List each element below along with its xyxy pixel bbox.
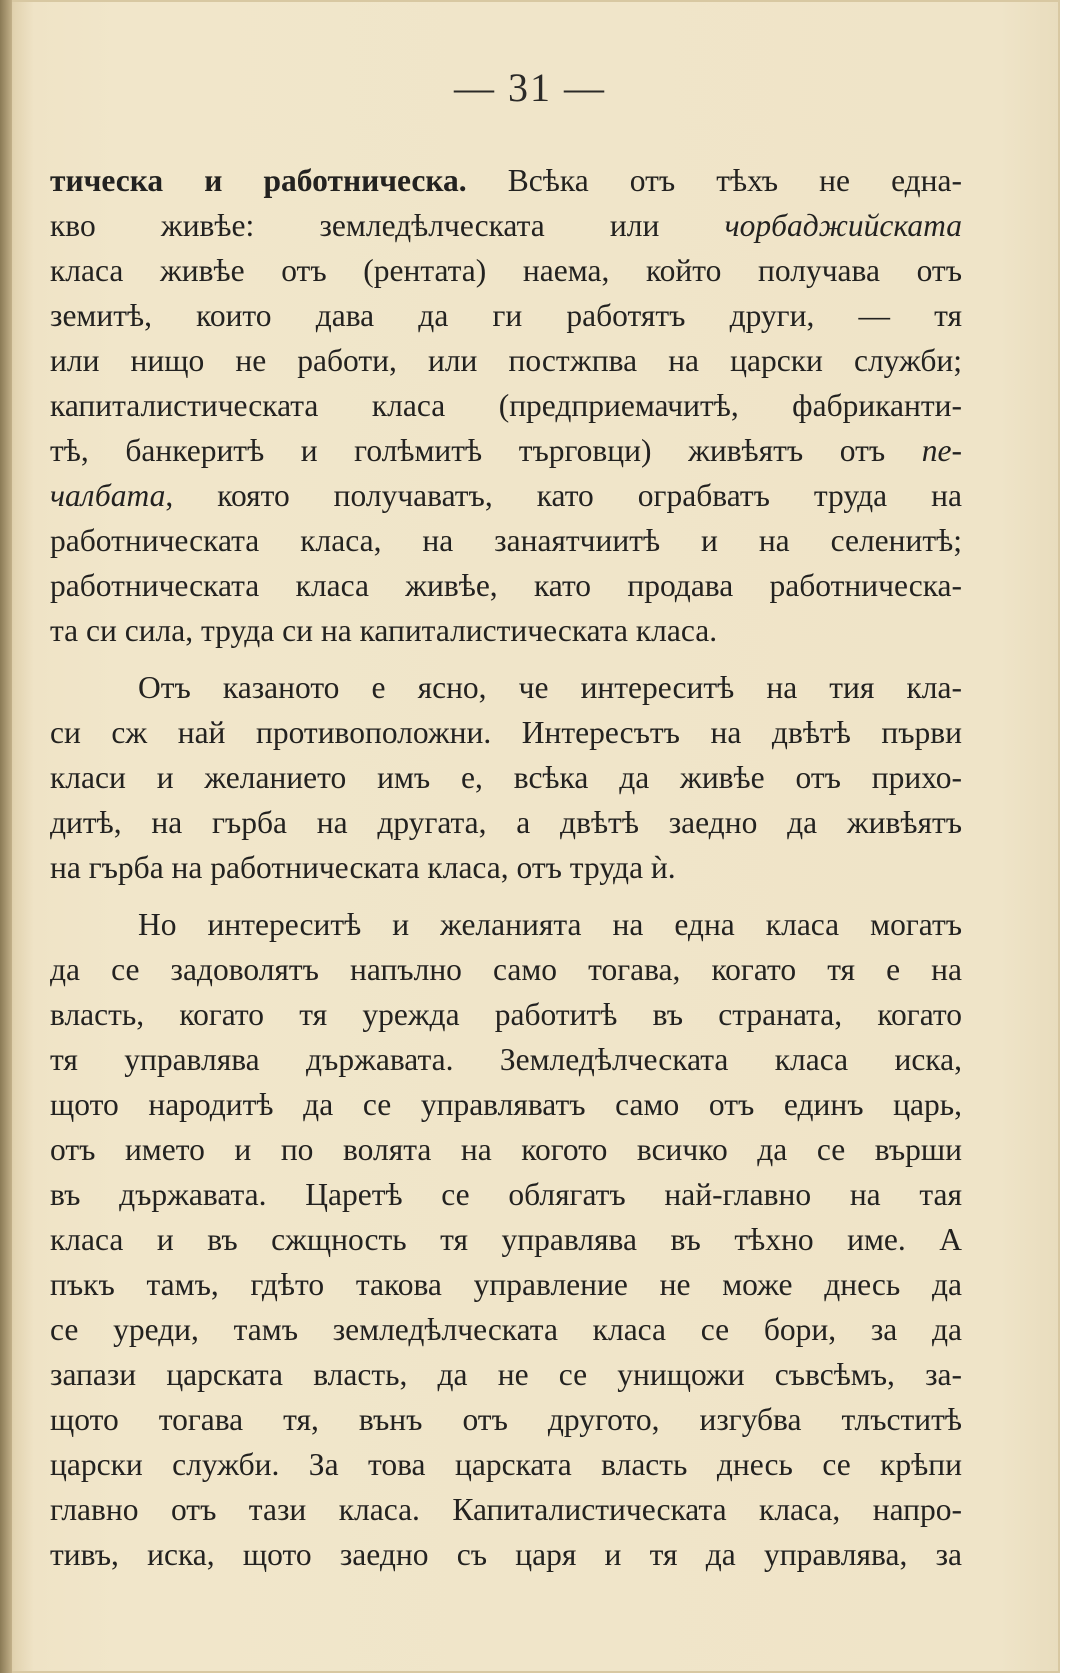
body-text	[50, 158, 962, 1577]
text-segment: чалбата	[50, 478, 166, 513]
text-line	[50, 800, 962, 845]
text-segment: пе-	[921, 433, 962, 468]
text-segment: работническата класа живѣе, като продава работническа-	[50, 568, 962, 603]
text-segment: класи и желанието имъ е, всѣка да живѣе отъ прихо-	[50, 760, 962, 795]
text-line	[50, 902, 962, 947]
text-line	[50, 158, 962, 203]
text-line	[50, 845, 962, 890]
text-segment: тя управлява държавата. Земледѣлческата класа иска,	[50, 1042, 962, 1077]
text-segment: Отъ казаното е ясно, че интереситѣ на тия кла-	[138, 670, 962, 705]
text-segment: щото народитѣ да се управляватъ само отъ единъ царь,	[50, 1087, 962, 1122]
text-segment: класа и въ сжщность тя управлява въ тѣхно име. А	[50, 1222, 962, 1257]
text-line	[50, 710, 962, 755]
text-line	[50, 1307, 962, 1352]
text-segment: да се задоволятъ напълно само тогава, когато тя е на	[50, 952, 962, 987]
text-segment: , която получаватъ, като ограбватъ труда на	[165, 478, 962, 513]
text-segment: или нищо не работи, или постжпва на царски служби;	[50, 343, 962, 378]
text-segment: запази царската власть, да не се унищожи съвсѣмъ, за-	[50, 1357, 962, 1392]
text-line	[50, 1352, 962, 1397]
text-segment: тивъ, иска, щото заедно съ царя и тя да управлява, за	[50, 1537, 962, 1572]
text-line	[50, 1397, 962, 1442]
text-line	[50, 992, 962, 1037]
text-segment: Но интереситѣ и желанията на една класа могатъ	[138, 907, 962, 942]
text-segment: царски служби. За това царската власть днесь се крѣпи	[50, 1447, 962, 1482]
text-line	[50, 1037, 962, 1082]
text-segment: отъ името и по волята на когото всичко да се върши	[50, 1132, 962, 1167]
text-line	[50, 1082, 962, 1127]
text-line	[50, 1532, 962, 1577]
text-line	[50, 1487, 962, 1532]
text-line	[50, 428, 962, 473]
text-segment: на гърба на работническата класа, отъ труда ѝ.	[50, 850, 676, 885]
text-segment: капиталистическата класа (предприемачитѣ, фабриканти-	[50, 388, 962, 423]
text-line	[50, 1217, 962, 1262]
text-line	[50, 608, 962, 653]
text-segment: власть, когато тя урежда работитѣ въ страната, когато	[50, 997, 962, 1032]
text-line	[50, 338, 962, 383]
text-line	[50, 1127, 962, 1172]
text-line	[50, 665, 962, 710]
text-line	[50, 755, 962, 800]
text-segment: земитѣ, които дава да ги работятъ други, — тя	[50, 298, 962, 333]
text-line	[50, 248, 962, 293]
text-segment: работническата класа, на занаятчиитѣ и на селенитѣ;	[50, 523, 962, 558]
text-line	[50, 1442, 962, 1487]
text-line	[50, 203, 962, 248]
text-line	[50, 947, 962, 992]
text-segment: дитѣ, на гърба на другата, а двѣтѣ заедно да живѣятъ	[50, 805, 962, 840]
text-segment: се уреди, тамъ земледѣлческата класа се бори, за да	[50, 1312, 962, 1347]
text-segment: тическа и работническа.	[50, 163, 467, 198]
text-segment: кво живѣе: земледѣлческата или	[50, 208, 725, 243]
text-segment: щото тогава тя, вънъ отъ другото, изгубва тлъститѣ	[50, 1402, 962, 1437]
text-line	[50, 518, 962, 563]
text-segment: чорбаджийската	[724, 208, 962, 243]
text-line	[50, 293, 962, 338]
page-number: — 31 —	[454, 65, 606, 110]
text-line	[50, 563, 962, 608]
text-line	[50, 383, 962, 428]
text-segment: класа живѣе отъ (рентата) наема, който получава отъ	[50, 253, 962, 288]
text-line	[50, 1262, 962, 1307]
text-segment: Всѣка отъ тѣхъ не една-	[466, 163, 962, 198]
text-segment: си сж най противоположни. Интересътъ на двѣтѣ първи	[50, 715, 962, 750]
text-segment: пъкъ тамъ, гдѣто такова управление не може днесь да	[50, 1267, 962, 1302]
text-segment: та си сила, труда си на капиталистическата класа.	[50, 613, 718, 648]
text-line	[50, 473, 962, 518]
text-line	[50, 1172, 962, 1217]
text-segment: въ държавата. Царетѣ се облягатъ най-главно на тая	[50, 1177, 962, 1212]
text-segment: главно отъ тази класа. Капиталистическата класа, напро-	[50, 1492, 962, 1527]
text-segment: тѣ, банкеритѣ и голѣмитѣ търговци) живѣятъ отъ	[50, 433, 922, 468]
